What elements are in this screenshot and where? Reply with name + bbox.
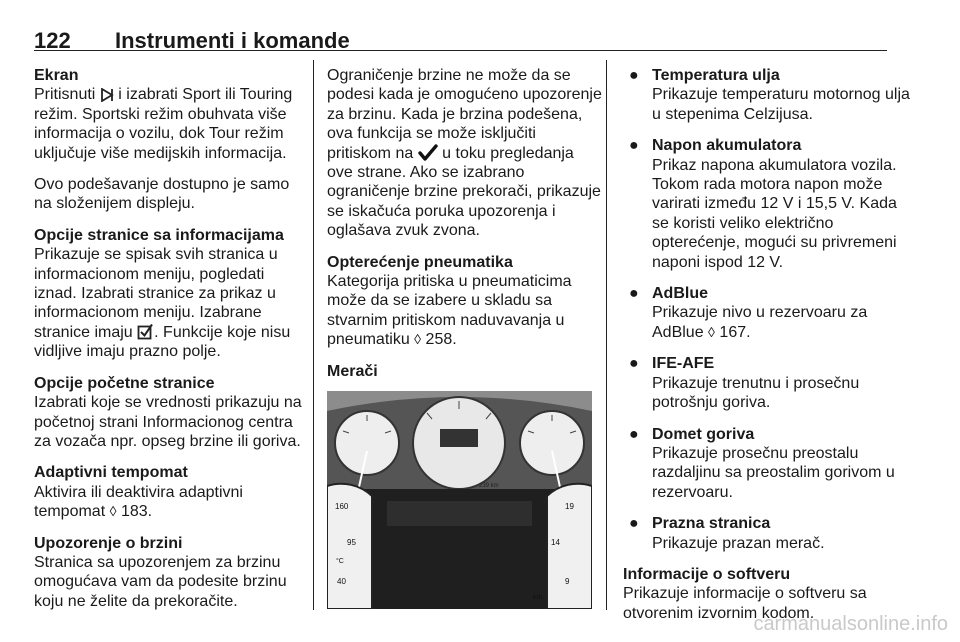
watermark: carmanualsonline.info — [753, 613, 948, 635]
section-heading: Informacije o softveru — [623, 565, 791, 583]
list-item-text: Prikazuje prazan merač. — [652, 534, 825, 552]
list-item — [623, 66, 913, 124]
checkmark-icon — [418, 144, 438, 161]
bullet-icon: ● — [629, 137, 639, 155]
paragraph: Stranica sa upozorenjem za brzinu omogućava vam da podesite brzinu koju ne želite da prekoračite. — [34, 553, 287, 610]
page-reference[interactable]: 167. — [719, 323, 751, 341]
section-opcije-pocetne — [34, 374, 310, 452]
section-heading: Ekran — [34, 67, 79, 84]
right-gauge-unit-label: km — [533, 594, 543, 601]
page-reference[interactable]: 258. — [425, 331, 457, 349]
right-gauge-bottom-label: 9 — [565, 577, 570, 586]
page-reference-icon: ◊ — [414, 331, 422, 348]
column-3 — [623, 66, 913, 635]
section-upozorenje — [34, 534, 310, 612]
page-number: 122 — [34, 28, 71, 53]
list-item-title: Domet goriva — [652, 425, 755, 443]
page-title: Instrumenti i komande — [115, 28, 350, 53]
checked-box-icon — [137, 323, 154, 340]
left-gauge-mid-label: 95 — [347, 538, 356, 547]
column-2 — [327, 66, 603, 393]
paragraph: Ovo podešavanje dostupno je samo na složenijem displeju. — [34, 176, 290, 213]
section-opcije-info — [34, 226, 310, 362]
section-heading: Opterećenje pneumatika — [327, 253, 513, 271]
page-header — [34, 28, 887, 51]
next-arrow-icon — [100, 88, 114, 102]
list-item-text: Prikazuje trenutnu i prosečnu potrošnju goriva. — [652, 374, 860, 412]
section-heading: Merači — [327, 362, 378, 380]
section-meraci — [327, 362, 603, 381]
bullet-icon: ● — [629, 67, 639, 84]
column-divider — [606, 60, 607, 610]
bullet-icon: ● — [629, 285, 639, 303]
page-reference-icon: ◊ — [708, 323, 715, 340]
bullet-icon: ● — [629, 515, 639, 533]
list-item — [623, 284, 913, 342]
paragraph: Prikazuje informacije o softveru sa otvorenim izvornim kodom. — [623, 585, 867, 622]
section-ekran — [34, 66, 310, 214]
section-heading: Adaptivni tempomat — [34, 464, 188, 482]
list-item-title: Temperatura ulja — [652, 67, 780, 84]
page-reference-icon: ◊ — [109, 503, 117, 520]
list-item-title: AdBlue — [652, 285, 708, 303]
list-item-text: Prikazuje temperaturu motornog ulja u stepenima Celzijusa. — [652, 86, 910, 123]
distance-label: 239 km — [479, 483, 499, 489]
left-gauge-unit-label: °C — [336, 558, 344, 565]
list-item — [623, 354, 913, 412]
column-1 — [34, 66, 310, 623]
paragraph: Izabrati koje se vrednosti prikazuju na početnoj strani Informacionog centra za vozača npr. opseg brzine ili goriva. — [34, 394, 302, 450]
list-item — [623, 425, 913, 503]
paragraph: Aktivira ili deaktivira adaptivni tempomat ◊ 183. — [34, 483, 243, 521]
section-heading: Opcije stranice sa informacijama — [34, 226, 284, 244]
section-adaptivni — [34, 463, 310, 521]
column-divider — [313, 60, 314, 610]
right-gauge-top-label: 19 — [565, 502, 574, 511]
section-ogranicenje — [327, 66, 603, 241]
left-gauge-bottom-label: 40 — [337, 577, 346, 586]
page-reference[interactable]: 183. — [120, 503, 153, 521]
bullet-list — [623, 66, 913, 553]
list-item — [623, 136, 913, 272]
bullet-icon: ● — [629, 355, 639, 373]
section-opterecenje — [327, 253, 603, 350]
list-item-text: Prikaz napona akumulatora vozila. Tokom rada motora napon može varirati između 12 V i 15,5 V. Kada se koristi veliko električno opterećenje, mogući su privremeni naponi ispod 12 V. — [652, 156, 897, 271]
list-item-title: IFE-AFE — [652, 355, 715, 373]
list-item-title: Napon akumulatora — [652, 137, 802, 155]
paragraph: Prikazuje se spisak svih stranica u informacionom meniju, pogledati iznad. Izabrati stranice za prikaz u informacionom meniju. Izabrane stranice imaju . Funkcije koje nisu vidljive imaju prazno polje. — [34, 246, 291, 361]
right-gauge-mid-label: 14 — [551, 538, 560, 547]
paragraph: Pritisnuti i izabrati Sport ili Touring režim. Sportski režim obuhvata više informacija o vozilu, dok Tour režim uključuje više medijskih informacija. — [34, 86, 293, 162]
list-item-text: Prikazuje prosečnu preostalu razdaljinu sa preostalim gorivom u rezervoaru. — [652, 444, 895, 501]
list-item — [623, 514, 913, 553]
paragraph: Ograničenje brzine ne može da se podesi kada je omogućeno upozorenje za brzinu. Kada je brzina podešena, ova funkcija se može isključiti pritiskom na u toku pregledanja ove strane. Ako se izabrano ograničenje brzine prekorači, prikazuje se iskačuća poruka upozorenja i oglašava zvuk zvona. — [327, 67, 602, 240]
section-heading: Upozorenje o brzini — [34, 534, 183, 552]
bullet-icon: ● — [629, 425, 639, 443]
list-item-title: Prazna stranica — [652, 515, 771, 533]
instrument-cluster-figure — [327, 391, 592, 609]
paragraph: Kategorija pritiska u pneumaticima može da se izabere u skladu sa stvarnim pritiskom naduvavanja u pneumatiku ◊ 258. — [327, 273, 572, 349]
instrument-cluster-illustration — [327, 391, 592, 609]
section-heading: Opcije početne stranice — [34, 374, 215, 392]
left-gauge-top-label: 160 — [335, 502, 349, 511]
list-item-text: Prikazuje nivo u rezervoaru za AdBlue ◊ 167. — [652, 304, 868, 341]
